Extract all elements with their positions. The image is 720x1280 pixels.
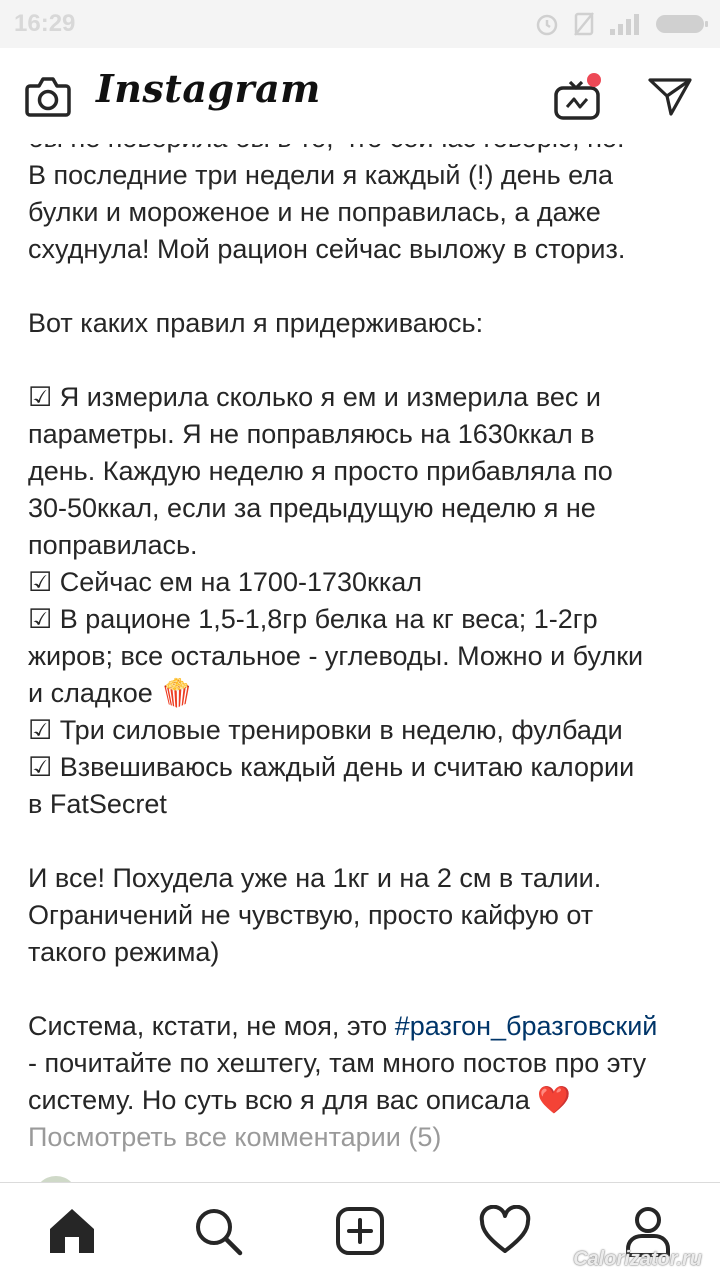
direct-message-icon[interactable] [646,74,694,118]
signal-icon [608,12,642,36]
igtv-icon[interactable] [552,70,604,122]
caption-line: параметры. Я не поправляюсь на 1630ккал в [28,419,595,449]
notification-dot [587,73,601,87]
sim-off-icon [572,11,596,37]
caption-line: - почитайте по хештегу, там много постов про эту [28,1048,647,1078]
caption-blank-line [28,823,700,860]
caption-line: ☑ Сейчас ем на 1700-1730ккал [28,567,423,597]
caption-line: булки и мороженое и не поправилась, а даже [28,197,601,227]
caption-line: В последние три недели я каждый (!) день ела [28,160,614,190]
instagram-logo: Instagram [96,66,321,111]
caption-line: И все! Похудела уже на 1кг и на 2 см в талии. [28,863,602,893]
caption-line: поправилась. [28,530,198,560]
caption-system-line [28,1008,700,1045]
top-bar [0,48,720,144]
caption-blank-line [28,342,700,379]
hashtag-link[interactable]: #разгон_бразговский [394,1011,658,1041]
search-icon[interactable] [192,1205,244,1257]
alarm-icon [534,11,560,37]
caption-line: жиров; все остальное - углеводы. Можно и булки [28,641,644,671]
caption-line: и сладкое 🍿 [28,678,194,708]
activity-heart-icon[interactable] [478,1205,532,1257]
caption-line: 30-50ккал, если за предыдущую неделю я не [28,493,596,523]
caption-line: ☑ Я измерила сколько я ем и измерила вес и [28,382,601,412]
caption-line: такого режима) [28,937,220,967]
caption-blank-line [28,268,700,305]
caption-line: систему. Но суть всю я для вас описала ❤️ [28,1085,572,1115]
caption-line: схуднула! Мой рацион сейчас выложу в сториз. [28,234,626,264]
caption-line: ☑ В рационе 1,5-1,8гр белка на кг веса; 1-2гр [28,604,598,634]
caption-lines [28,120,700,1008]
post-caption [28,120,700,1156]
caption-line: Вот каких правил я придерживаюсь: [28,308,484,338]
caption-line: ☑ Три силовые тренировки в неделю, фулбади [28,715,623,745]
caption-line: в FatSecret [28,789,167,819]
caption-line: Ограничений не чувствую, просто кайфую от [28,900,594,930]
status-icons [534,10,710,38]
battery-icon [654,12,710,36]
caption-line: день. Каждую неделю я просто прибавляла по [28,456,613,486]
caption-system-prefix: Система, кстати, не моя, это [28,1011,395,1041]
new-post-icon[interactable] [334,1205,386,1257]
status-time: 16:29 [14,10,76,37]
home-icon[interactable] [46,1205,98,1257]
caption-line: ☑ Взвешиваюсь каждый день и считаю калории [28,752,635,782]
watermark: Calorizator.ru [573,1248,702,1270]
status-bar [0,0,720,48]
camera-icon[interactable] [24,74,72,118]
view-comments-link[interactable]: Посмотреть все комментарии (5) [28,1122,442,1152]
caption-blank-line [28,971,700,1008]
